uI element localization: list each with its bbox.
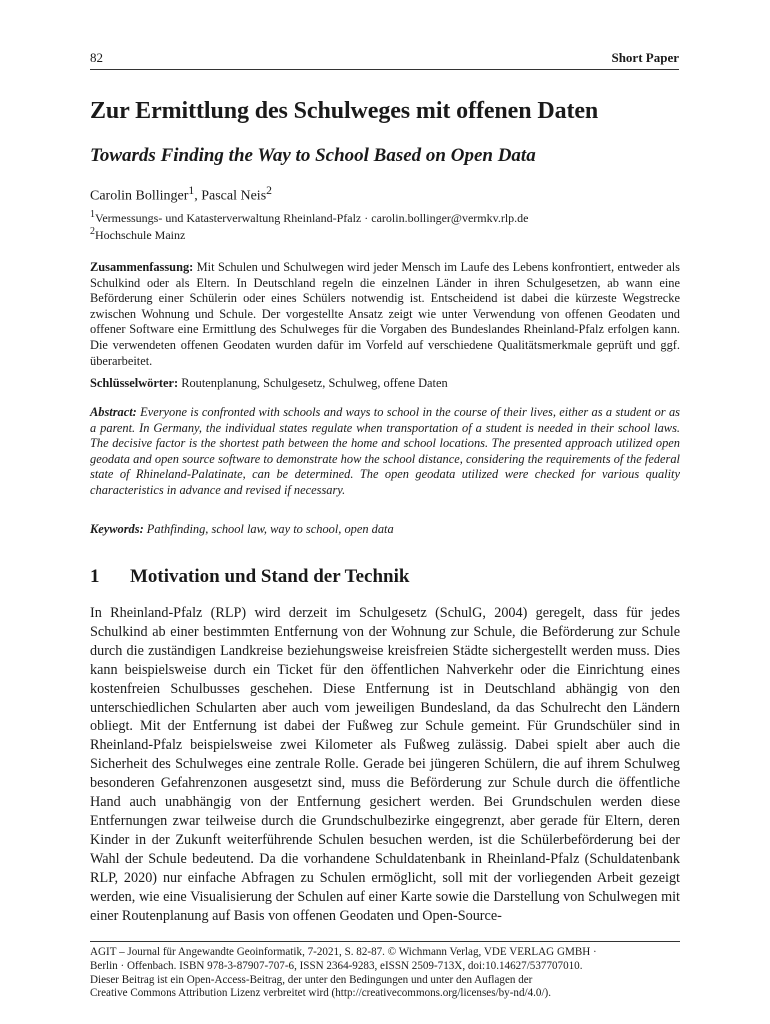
german-abstract-text: Mit Schulen und Schulwegen wird jeder Mensch im Laufe des Lebens konfrontiert, entweder als Schulkind oder als Eltern. In Deutschland regeln die einzelnen Länder in ihren Schulgesetzen, ab wann eine Beförderung einer Schülerin oder eines Schülers notwendig ist. Entscheidend ist dabei die kürzeste Wegstrecke zwischen Wohnung und Schule. Der vorgestellte Ansatz zeigt wie unter Verwendung von offenen Geodaten und offener Software eine Ermittlung des Schulweges für die Vorgaben des Bundeslandes Rheinland-Pfalz erfolgen kann. Die verwendeten offenen Geodaten wurden dafür im Vorfeld auf verschiedene Qualitätsmerkmale geprüft und ggf. überarbeitet. (90, 260, 680, 368)
english-keywords (90, 522, 680, 538)
paper-title: Zur Ermittlung des Schulweges mit offenen Daten (90, 98, 599, 124)
footer-line: Creative Commons Attribution Lizenz verbreitet wird (http://creativecommons.org/licenses/by-nd/4.0/). (90, 987, 552, 1000)
german-abstract-label: Zusammenfassung: (90, 260, 194, 274)
german-keywords-text: Routenplanung, Schulgesetz, Schulweg, offene Daten (178, 376, 448, 390)
author-line (90, 184, 272, 205)
affiliation-text: Hochschule Mainz (95, 228, 186, 242)
english-keywords-label: Keywords: (90, 522, 144, 536)
affiliation-2 (90, 226, 185, 243)
section-title: Motivation und Stand der Technik (130, 566, 410, 587)
section-heading (90, 566, 690, 588)
footer-line: AGIT – Journal für Angewandte Geoinformatik, 7-2021, S. 82-87. © Wichmann Verlag, VDE VERLAG GMBH · (90, 946, 597, 958)
body-paragraph: In Rheinland-Pfalz (RLP) wird derzeit im Schulgesetz (SchulG, 2004) geregelt, dass für jedes Schulkind ab einer bestimmten Entfernung von der Wohnung zur Schule, die Beförderung zur Schule durch die zuständigen Landkreise beziehungsweise kreisfreien Städte sichergestellt werden muss. Dies kann beispielsweise durch ein Ticket für den öffentlichen Nahverkehr oder die Einrichtung eines kostenfreien Schulbusses geschehen. Diese Entfernung ist in Deutschland abhängig von den unterschiedlichen Schularten aber auch vom jeweiligen Bundesland, da das Schulrecht den Ländern obliegt. Mit der Entfernung ist dabei der Fußweg zur Schule gemeint. Für Grundschüler sind in Rheinland-Pfalz beispielsweise zwei Kilometer als Fußweg zulässig. Dabei spielt aber auch die Sicherheit des Schulweges eine zentrale Rolle. Gerade bei jüngeren Schülern, die auf ihrem Schulweg besonderen Gefahrenzonen ausgesetzt sind, muss die Beförderung zur Schule durch die öffentliche Hand auch unabhängig von der Entfernung gesichert werden. Bei Grundschulen werden diese Entfernungen zwar teilweise durch die Grundschulbezirke eingegrenzt, aber gerade für Eltern, deren Kinder in der Zukunft weiterführende Schulen besuchen werden, ist die Schülerbeförderung bei der Wahl der Schule bedeutend. Da die vorhandene Schuldatenbank in Rheinland-Pfalz (Schuldatenbank RLP, 2020) nur einfache Abfragen zu Schulen ermöglicht, soll mit der vorliegenden Arbeit gezeigt werden, wie eine Visualisierung der Schulen auf einer Karte sowie die Darstellung von Schulwegen mit einer Routenplanung auf Basis von offenen Geodaten und Open-Source- (90, 605, 680, 924)
english-abstract-text: Everyone is confronted with schools and ways to school in the course of their lives, either as a student or as a parent. In Germany, the individual states regulate when transportation of a student is needed in their school laws. The decisive factor is the shortest path between the home and school locations. The presented approach utilized open geodata and open source software to demonstrate how the school distance, considering the requirements of the federal state of Rhineland-Palatinate, can be determined. The open geodata utilized were checked for various quality characteristics in advance and revised if necessary. (90, 405, 680, 497)
page-number: 82 (90, 50, 103, 65)
author-name: Carolin Bollinger (90, 188, 189, 204)
german-abstract (90, 260, 680, 369)
section-number: 1 (90, 566, 100, 587)
author-separator: , (194, 188, 202, 204)
paper-subtitle: Towards Finding the Way to School Based on Open Data (90, 145, 536, 166)
english-keywords-text: Pathfinding, school law, way to school, open data (143, 522, 394, 536)
author-name: Pascal Neis (201, 188, 267, 204)
affiliation-marker: 1 (90, 209, 95, 220)
german-keywords-label: Schlüsselwörter: (90, 376, 179, 390)
affiliation-marker: 2 (266, 184, 272, 197)
footer-line: Dieser Beitrag ist ein Open-Access-Beitrag, der unter den Bedingungen und unter den Auflagen der (90, 973, 533, 986)
affiliation-1 (90, 209, 528, 226)
affiliation-marker: 1 (188, 184, 195, 197)
footer-note (90, 941, 680, 1001)
affiliation-text: Vermessungs- und Katasterverwaltung Rheinland-Pfalz · carolin.bollinger@vermkv.rlp.de (95, 211, 529, 225)
german-keywords (90, 376, 680, 392)
running-header (90, 50, 679, 70)
english-abstract-label: Abstract: (90, 405, 137, 419)
english-abstract (90, 405, 680, 499)
affiliation-marker: 2 (90, 226, 95, 237)
section-label: Short Paper (611, 50, 679, 65)
footer-line: Berlin · Offenbach. ISBN 978-3-87907-707-6, ISSN 2364-9283, eISSN 2509-713X, doi:10.14627/537707010. (90, 959, 583, 972)
